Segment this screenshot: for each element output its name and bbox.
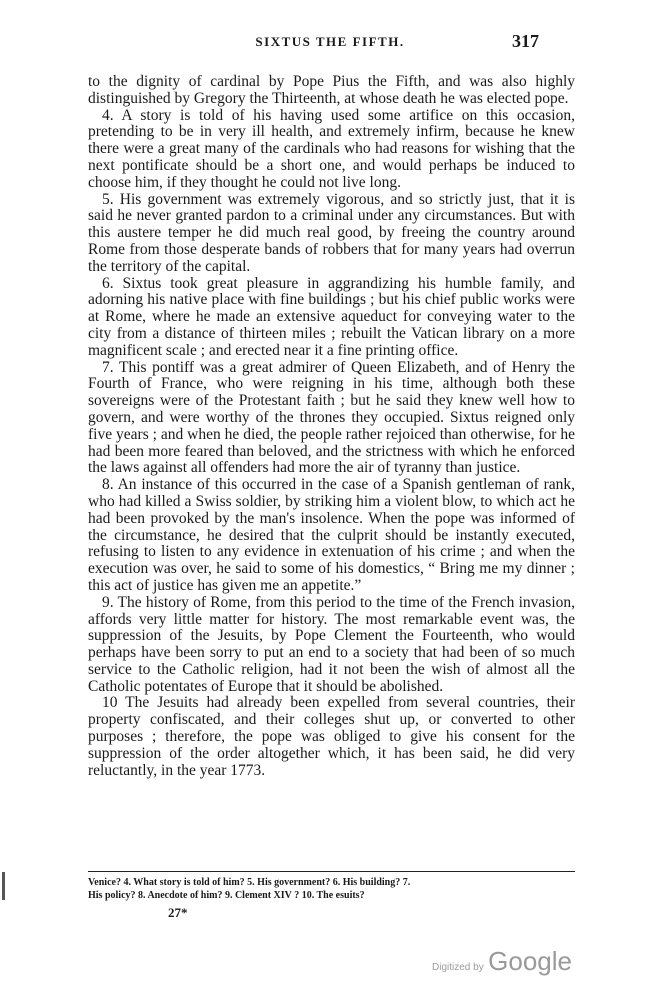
paragraph-9: 9. The history of Rome, from this period to the time of the French invasion, affords very little matter for history. The most remarkable event was, the suppression of the Jesuits, by Pope Clement the Fourteenth, who would perhaps have been sorry to put an end to a society that had been of so much service to the Catholic religion, had it not been the wish of almost all the Catholic potentates of Europe that it should be abolished. — [88, 593, 575, 695]
footnote-divider — [88, 871, 575, 872]
paragraph-7: 7. This pontiff was a great admirer of Queen Elizabeth, and of Henry the Fourth of France, who were reigning in his time, although both these sovereigns were of the Protestant faith ; but he said they knew well how to govern, and were worthy of the thrones they occupied. Sixtus reigned only five years ; and when he died, the people rather rejoiced than otherwise, for he had been more feared than beloved, and the strictness with which he enforced the laws against all offenders had more the air of tyranny than justice. — [88, 358, 575, 477]
page-number: 317 — [512, 31, 539, 51]
body-text — [88, 74, 575, 779]
paragraph-continuation: to the dignity of cardinal by Pope Pius the Fifth, and was also highly distinguished by Gregory the Thirteenth, at whose death he was elected pope. — [88, 73, 575, 107]
paragraph-4: 4. A story is told of his having used some artifice on this occasion, pretending to be in very ill health, and extremely infirm, because he knew there were a great many of the cardinals who had reasons for wishing that the next pontificate should be a short one, and would perhaps be induced to choose him, if they thought he could not live long. — [88, 106, 575, 191]
watermark-prefix: Digitized by — [432, 962, 484, 973]
paragraph-8: 8. An instance of this occurred in the case of a Spanish gentleman of rank, who had killed a Swiss soldier, by striking him a violent blow, to which act he had been provoked by the man's insolence. When the pope was informed of the circumstance, he desired that the culprit should be instantly executed, refusing to listen to any evidence in extenuation of his crime ; and when the execution was over, he said to some of his domestics, “ Bring me my dinner ; this act of justice has given me an appetite.” — [88, 476, 575, 594]
footnote-line-1: Venice? 4. What story is told of him? 5. His government? 6. His building? 7. — [88, 877, 411, 888]
page-header — [0, 31, 659, 54]
gutter-mark — [2, 872, 5, 900]
paragraph-10: 10 The Jesuits had already been expelled from several countries, their property confiscated, and their colleges shut up, or converted to other purposes ; therefore, the pope was obliged to give his consent for the suppression of the order altogether which, it has been said, he did very reluctantly, in the year 1773. — [88, 694, 575, 779]
digitized-watermark — [432, 946, 572, 977]
signature-mark: 27* — [168, 905, 188, 920]
watermark-brand: Google — [488, 946, 572, 976]
running-head: SIXTUS THE FIFTH. — [255, 34, 405, 49]
paragraph-6: 6. Sixtus took great pleasure in aggrandizing his humble family, and adorning his native place with fine buildings ; but his chief public works were at Rome, where he made an extensive aqueduct for conveying water to the city from a distance of thirteen miles ; rebuilt the Vatican library on a more magnificent scale ; and erected near it a fine printing office. — [88, 274, 575, 359]
paragraph-5: 5. His government was extremely vigorous, and so strictly just, that it is said he never granted pardon to a criminal under any circumstances. But with this austere temper he did much real good, by freeing the country around Rome from those desperate bands of robbers that for many years had overrun the territory of the capital. — [88, 190, 575, 275]
study-questions-footnote — [88, 876, 575, 902]
footnote-line-2: His policy? 8. Anecdote of him? 9. Clement XIV ? 10. The esuits? — [88, 890, 365, 901]
